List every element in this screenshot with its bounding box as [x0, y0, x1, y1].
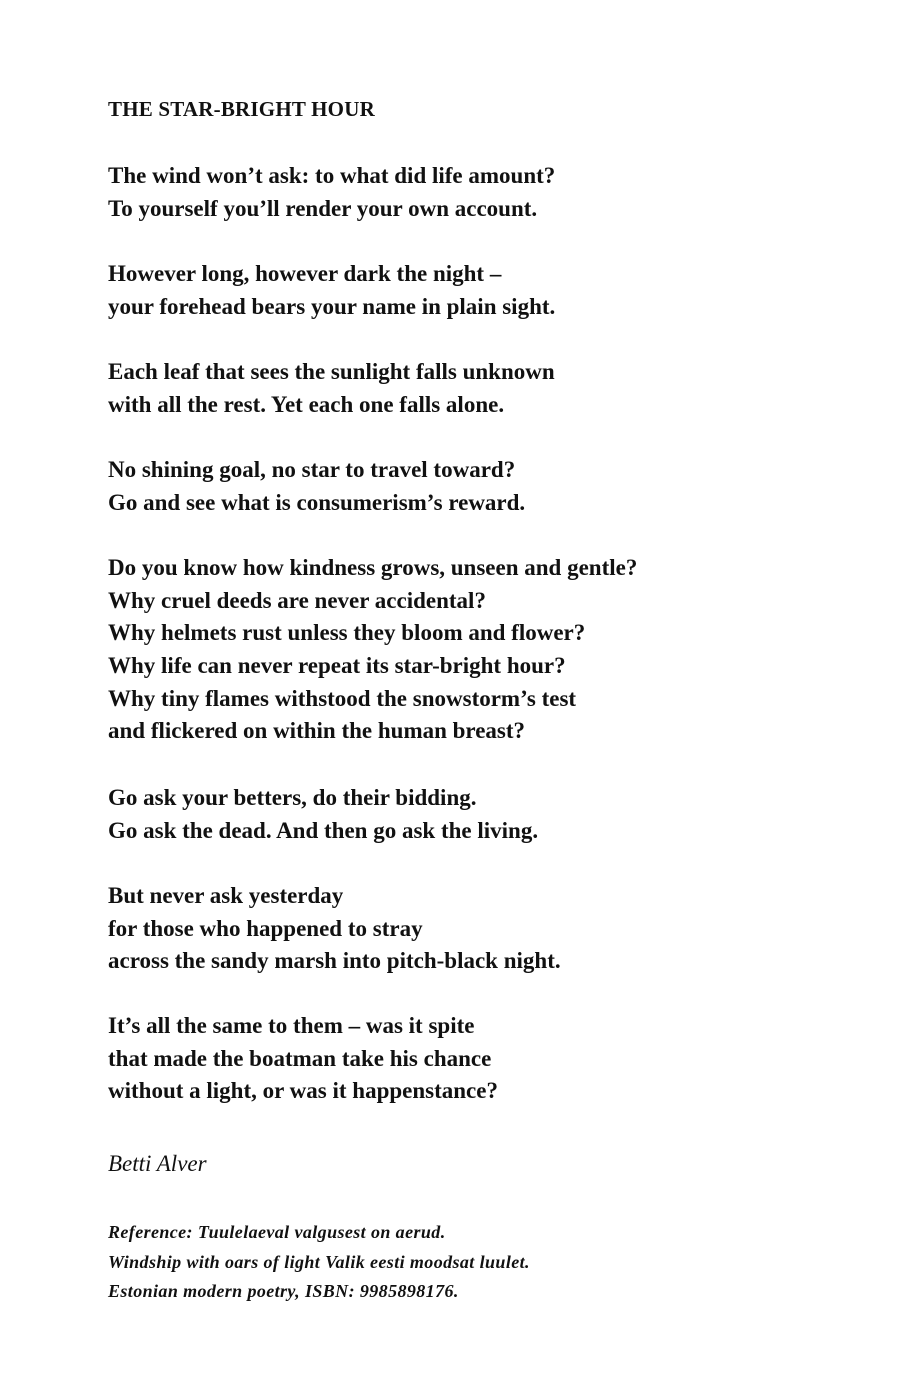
poem-line: However long, however dark the night – — [108, 261, 502, 286]
reference-line: Windship with oars of light Valik eesti moodsat luulet. — [108, 1251, 530, 1272]
poem-line: across the sandy marsh into pitch-black night. — [108, 948, 561, 974]
reference-line: Reference: Tuulelaeval valgusest on aerud. — [108, 1222, 446, 1242]
stanza-2 — [108, 258, 555, 323]
poem-line: Go ask your betters, do their bidding. — [108, 785, 477, 810]
poem-line: Why cruel deeds are never accidental? — [108, 587, 486, 613]
poem-line: Why life can never repeat its star-bright hour? — [108, 653, 566, 679]
stanza-5 — [108, 552, 637, 748]
poem-line: for those who happened to stray — [108, 915, 423, 941]
stanza-1 — [108, 160, 555, 225]
poem-line: No shining goal, no star to travel toward? — [108, 457, 516, 482]
poem-line: Why helmets rust unless they bloom and flower? — [108, 620, 586, 646]
poem-line: Why tiny flames withstood the snowstorm’s test — [108, 685, 577, 711]
reference-line: Estonian modern poetry, ISBN: 9985898176. — [108, 1281, 459, 1301]
poem-line: The wind won’t ask: to what did life amount? — [108, 163, 556, 188]
poem-line: that made the boatman take his chance — [108, 1045, 492, 1071]
poem-line: But never ask yesterday — [108, 883, 344, 908]
poem-line: Do you know how kindness grows, unseen and gentle? — [108, 555, 638, 580]
poem-line: and flickered on within the human breast? — [108, 718, 526, 744]
poem-line: It’s all the same to them – was it spite — [108, 1013, 475, 1038]
poem-line: Go ask the dead. And then go ask the living. — [108, 817, 539, 843]
poem-line: your forehead bears your name in plain sight. — [108, 293, 556, 319]
poem-title: THE STAR-BRIGHT HOUR — [108, 97, 375, 121]
poem-author: Betti Alver — [108, 1151, 207, 1176]
stanza-4 — [108, 454, 525, 519]
stanza-6 — [108, 782, 538, 847]
stanza-7 — [108, 880, 561, 978]
reference-block — [108, 1218, 530, 1307]
stanza-8 — [108, 1010, 498, 1108]
stanza-3 — [108, 356, 555, 421]
poem-line: with all the rest. Yet each one falls alone. — [108, 391, 505, 417]
poem-line: Go and see what is consumerism’s reward. — [108, 489, 526, 515]
poem-line: without a light, or was it happenstance? — [108, 1078, 498, 1104]
poem-line: Each leaf that sees the sunlight falls unknown — [108, 359, 555, 384]
poem-line: To yourself you’ll render your own account. — [108, 195, 538, 221]
